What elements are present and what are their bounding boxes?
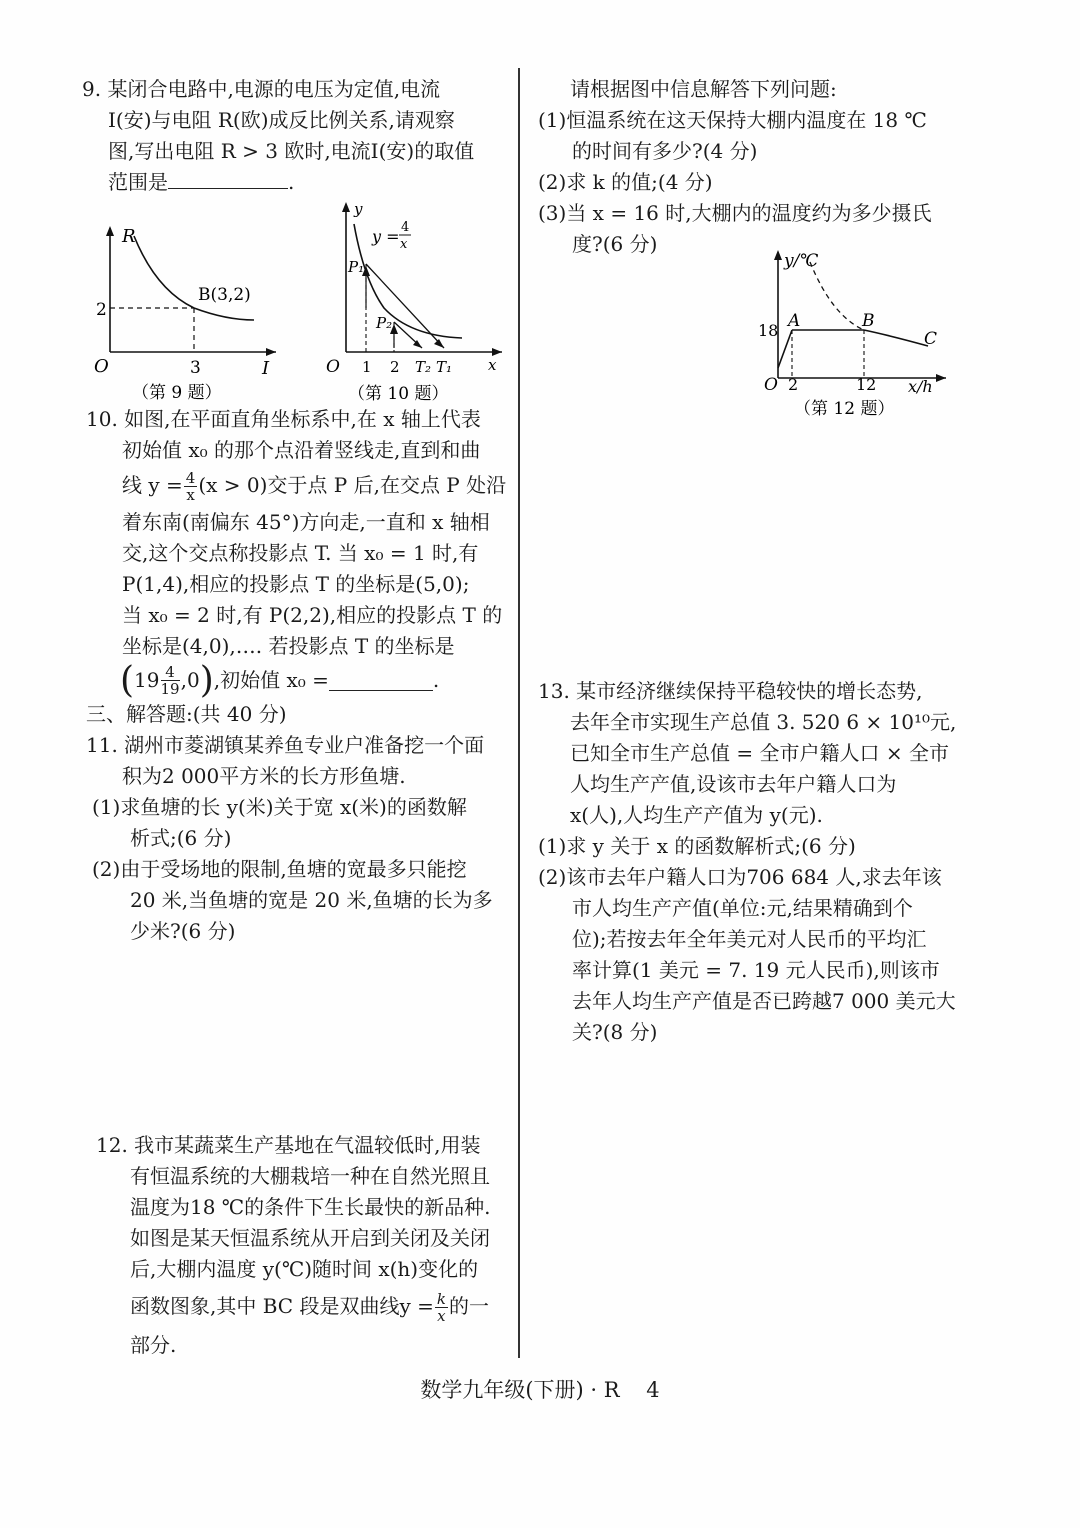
q13-line-5: x(人),人均生产产值为 y(元). — [570, 803, 823, 827]
fig10-tick-1: 1 — [362, 358, 372, 376]
fig12-origin: O — [764, 375, 778, 395]
right-column — [538, 74, 958, 260]
q12-fraction: $\frac{k}{x}$ — [436, 1290, 446, 1325]
q12-line-2: 有恒温系统的大棚栽培一种在自然光照且 — [130, 1164, 490, 1188]
q12-line-7: 部分. — [130, 1333, 177, 1357]
q9-line-3: 图,写出电阻 R > 3 欧时,电流I(安)的取值 — [108, 139, 475, 163]
q12-part-3: (3)当 x = 16 时,大棚内的温度约为多少摄氏 — [538, 201, 932, 225]
q13-part-1: (1)求 y 关于 x 的函数解析式;(6 分) — [538, 834, 856, 858]
q12-line-4: 如图是某天恒温系统从开启到关闭及关闭 — [130, 1226, 490, 1250]
fig9-origin: O — [94, 356, 109, 377]
q10-line-8: 坐标是(4,0),…. 若投影点 T 的坐标是 — [122, 634, 455, 658]
q12-line-3: 温度为18 ℃的条件下生长最快的新品种. — [130, 1195, 491, 1219]
q13-part-2: (2)该市去年户籍人口为706 684 人,求去年该 — [538, 865, 942, 889]
fig10-tick-2: 2 — [390, 358, 400, 376]
q11-part-2: (2)由于受场地的限制,鱼塘的宽最多只能挖 — [92, 857, 467, 881]
q10-fraction: $\frac{4}{x}$ — [185, 469, 196, 504]
q10-line-2: 初始值 x₀ 的那个点沿着竖线走,直到和曲 — [122, 438, 481, 462]
question-11 — [86, 730, 510, 947]
fig10-eq-numerator: 4 — [401, 220, 410, 235]
fig12-caption: （第 12 题） — [794, 399, 895, 419]
q10-line-4: 着东南(南偏东 45°)方向走,一直和 x 轴相 — [122, 510, 490, 534]
fig10-curve — [354, 224, 462, 338]
page-footer: 数学九年级(下册) · R 4 — [420, 1378, 660, 1402]
left-column — [82, 74, 510, 198]
fig10-axis-y: y — [354, 200, 363, 218]
answer-blank[interactable] — [329, 670, 433, 691]
fig9-axis-r: R — [122, 226, 136, 247]
question-10 — [86, 404, 510, 947]
figure-9-graph — [86, 222, 286, 408]
fig10-point-t2: T₂ — [415, 358, 432, 376]
q11-part-2-end: 少米?(6 分) — [130, 919, 236, 943]
fig10-eq-label: y = — [372, 227, 400, 246]
figure-10-graph — [312, 198, 512, 408]
fig12-axis-y: y/℃ — [784, 251, 819, 271]
q10-line-9: (19 $\frac{4}{19}$ ,0),初始值 x₀ = . — [120, 660, 440, 701]
fig10-point-p1: P₁ — [348, 258, 365, 276]
q13-part-2-line-6: 关?(8 分) — [572, 1020, 658, 1044]
q13-line-3: 已知全市生产总值 = 全市户籍人口 × 全市 — [570, 741, 949, 765]
fig9-tick-2: 2 — [96, 300, 107, 320]
fig9-axis-i: I — [262, 358, 270, 379]
answer-blank[interactable] — [168, 168, 288, 189]
fig9-curve — [134, 236, 254, 320]
q9-line-4: 范围是 . — [108, 170, 295, 194]
q12-line-6: 函数图象,其中 BC 段是双曲线y = $\frac{k}{x}$ 的一 — [130, 1290, 489, 1325]
q13-part-2-line-5: 去年人均生产产值是否已跨越7 000 美元大 — [572, 989, 956, 1013]
q13-part-2-line-4: 率计算(1 美元 = 7. 19 元人民币),则该市 — [572, 958, 940, 982]
question-12 — [96, 1130, 510, 1361]
q12-part-1: (1)恒温系统在这天保持大棚内温度在 18 ℃ — [538, 108, 927, 132]
fig9-tick-3: 3 — [190, 358, 201, 378]
q13-part-2-line-2: 市人均生产产值(单位:元,结果精确到个 — [572, 896, 913, 920]
q12-instruction: 请根据图中信息解答下列问题: — [570, 77, 837, 101]
fig12-axis-x: x/h — [908, 377, 933, 396]
q11-part-2-cont: 20 米,当鱼塘的宽是 20 米,鱼塘的长为多 — [130, 888, 493, 912]
q10-line-5: 交,这个交点称投影点 T. 当 x₀ = 1 时,有 — [122, 541, 479, 565]
fig9-caption: （第 9 题） — [132, 383, 222, 403]
fig10-origin: O — [326, 357, 340, 377]
q9-line-1: 某闭合电路中,电源的电压为定值,电流 — [107, 77, 441, 101]
fig12-tick-2: 2 — [788, 375, 799, 394]
q11-line-1: 11. 湖州市菱湖镇某养鱼专业户准备挖一个面 — [86, 733, 485, 757]
q9-number: 9. — [82, 77, 102, 101]
q9-line-2: I(安)与电阻 R(欧)成反比例关系,请观察 — [108, 108, 455, 132]
q12-part-1-cont: 的时间有多少?(4 分) — [572, 139, 758, 163]
fig10-point-t1: T₁ — [436, 358, 453, 376]
q13-line-4: 人均生产产值,设该市去年户籍人口为 — [570, 772, 897, 796]
fig12-tick-12: 12 — [856, 375, 877, 394]
q11-part-1-cont: 析式;(6 分) — [130, 826, 232, 850]
fig10-eq-denominator: x — [400, 237, 408, 252]
q12-line-1: 12. 我市某蔬菜生产基地在气温较低时,用装 — [96, 1133, 481, 1157]
fig10-caption: （第 10 题） — [348, 384, 449, 404]
q11-part-1: (1)求鱼塘的长 y(米)关于宽 x(米)的函数解 — [92, 795, 467, 819]
q12-part-2: (2)求 k 的值;(4 分) — [538, 170, 713, 194]
q12-line-5: 后,大棚内温度 y(℃)随时间 x(h)变化的 — [130, 1257, 479, 1281]
q10-line-6: P(1,4),相应的投影点 T 的坐标是(5,0); — [122, 572, 470, 596]
q11-line-2: 积为2 000平方米的长方形鱼塘. — [122, 764, 406, 788]
fig10-point-p2: P₂ — [376, 314, 393, 332]
q10-line-1: 10. 如图,在平面直角坐标系中,在 x 轴上代表 — [86, 407, 481, 431]
fig12-point-c: C — [924, 329, 938, 349]
q10-line-7: 当 x₀ = 2 时,有 P(2,2),相应的投影点 T 的 — [122, 603, 503, 627]
section-heading: 三、解答题:(共 40 分) — [86, 702, 287, 726]
fig12-tick-18: 18 — [758, 321, 779, 340]
figure-12-graph — [752, 246, 952, 422]
q13-part-2-line-3: 位);若按去年全年美元对人民币的平均汇 — [572, 927, 927, 951]
fig12-point-b: B — [862, 311, 875, 331]
q12-part-3-cont: 度?(6 分) — [572, 232, 658, 256]
column-divider — [518, 68, 520, 1358]
fig10-axis-x: x — [488, 356, 497, 374]
fig12-point-a: A — [788, 311, 801, 331]
question-13 — [538, 676, 958, 1048]
q13-line-2: 去年全市实现生产总值 3. 520 6 × 10¹⁰元, — [570, 710, 957, 734]
q13-line-1: 13. 某市经济继续保持平稳较快的增长态势, — [538, 679, 923, 703]
question-9 — [82, 74, 510, 198]
fig9-point-b: B(3,2) — [198, 285, 251, 305]
q10-line-3: 线 y = $\frac{4}{x}$ (x > 0)交于点 P 后,在交点 P 处沿 — [122, 469, 507, 504]
